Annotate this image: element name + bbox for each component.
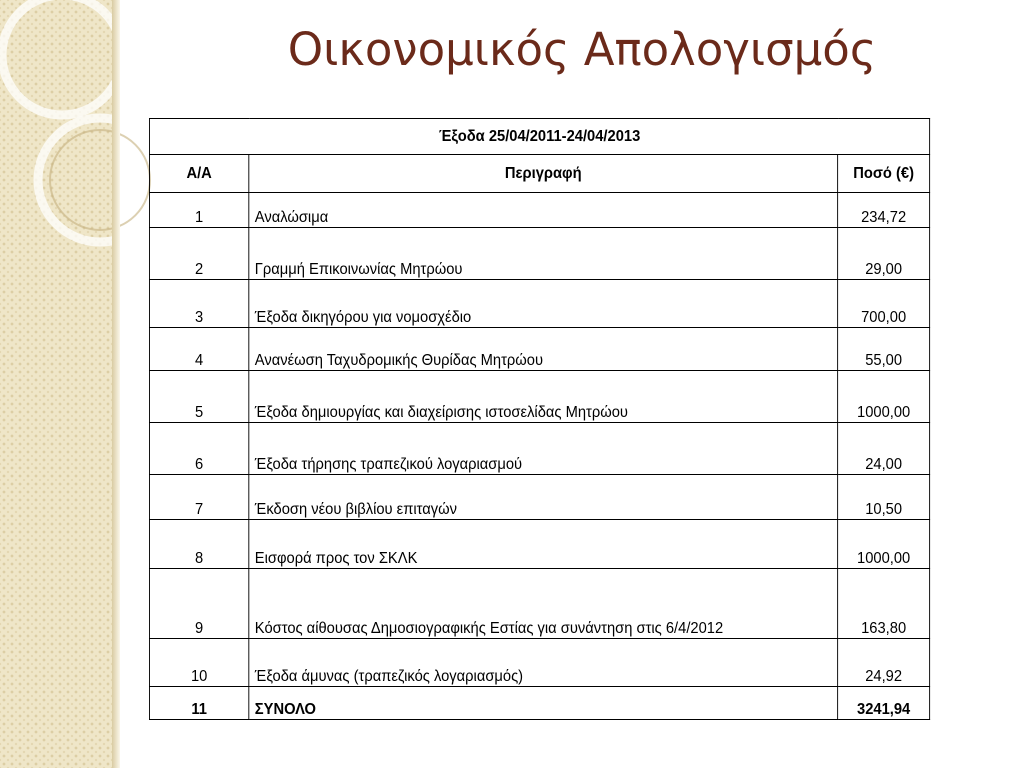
row-description: Εισφορά προς τον ΣΚΛΚ: [249, 520, 838, 569]
row-number: 9: [149, 569, 248, 639]
table-row: [149, 280, 929, 328]
table-caption-row: [149, 119, 929, 155]
row-amount: 29,00: [838, 228, 930, 280]
row-description: Αναλώσιμα: [249, 193, 838, 228]
row-number: 5: [149, 371, 248, 423]
expenses-table: [149, 118, 930, 720]
row-amount: 24,92: [838, 639, 930, 687]
row-amount: 10,50: [838, 475, 930, 520]
table-total-row: [149, 687, 929, 720]
row-description: Κόστος αίθουσας Δημοσιογραφικής Εστίας για συνάντηση στις 6/4/2012: [249, 569, 838, 639]
row-number: 1: [149, 193, 248, 228]
column-header-amount: Ποσό (€): [838, 155, 930, 193]
table-row: [149, 639, 929, 687]
row-amount: 24,00: [838, 423, 930, 475]
row-description: Έξοδα δικηγόρου για νομοσχέδιο: [249, 280, 838, 328]
table-row: [149, 371, 929, 423]
table-row: [149, 328, 929, 371]
row-amount: 163,80: [838, 569, 930, 639]
total-label: ΣΥΝΟΛΟ: [249, 687, 838, 720]
table-caption: Έξοδα 25/04/2011-24/04/2013: [149, 119, 929, 155]
row-description: Έκδοση νέου βιβλίου επιταγών: [249, 475, 838, 520]
table-row: [149, 520, 929, 569]
row-description: Γραμμή Επικοινωνίας Μητρώου: [249, 228, 838, 280]
row-number: 10: [149, 639, 248, 687]
row-description: Ανανέωση Ταχυδρομικής Θυρίδας Μητρώου: [249, 328, 838, 371]
row-amount: 1000,00: [838, 371, 930, 423]
row-description: Έξοδα δημιουργίας και διαχείρισης ιστοσελίδας Μητρώου: [249, 371, 838, 423]
row-amount: 234,72: [838, 193, 930, 228]
table-row: [149, 569, 929, 639]
side-panel-edge: [112, 0, 120, 768]
row-description: Έξοδα τήρησης τραπεζικού λογαριασμού: [249, 423, 838, 475]
row-number: 2: [149, 228, 248, 280]
row-amount: 1000,00: [838, 520, 930, 569]
table-row: [149, 193, 929, 228]
column-header-description: Περιγραφή: [249, 155, 838, 193]
column-header-number: Α/Α: [149, 155, 248, 193]
table-header-row: [149, 155, 929, 193]
decorative-side-panel: [0, 0, 112, 768]
table-row: [149, 423, 929, 475]
row-amount: 700,00: [838, 280, 930, 328]
row-number: 4: [149, 328, 248, 371]
row-number: 3: [149, 280, 248, 328]
row-number: 6: [149, 423, 248, 475]
decorative-rings-icon: [0, 0, 120, 260]
table-row: [149, 228, 929, 280]
row-number: 8: [149, 520, 248, 569]
page-title: Οικονομικός Απολογισμός: [287, 23, 877, 76]
row-description: Έξοδα άμυνας (τραπεζικός λογαριασμός): [249, 639, 838, 687]
total-number: 11: [149, 687, 248, 720]
total-amount: 3241,94: [838, 687, 930, 720]
row-number: 7: [149, 475, 248, 520]
table-row: [149, 475, 929, 520]
row-amount: 55,00: [838, 328, 930, 371]
